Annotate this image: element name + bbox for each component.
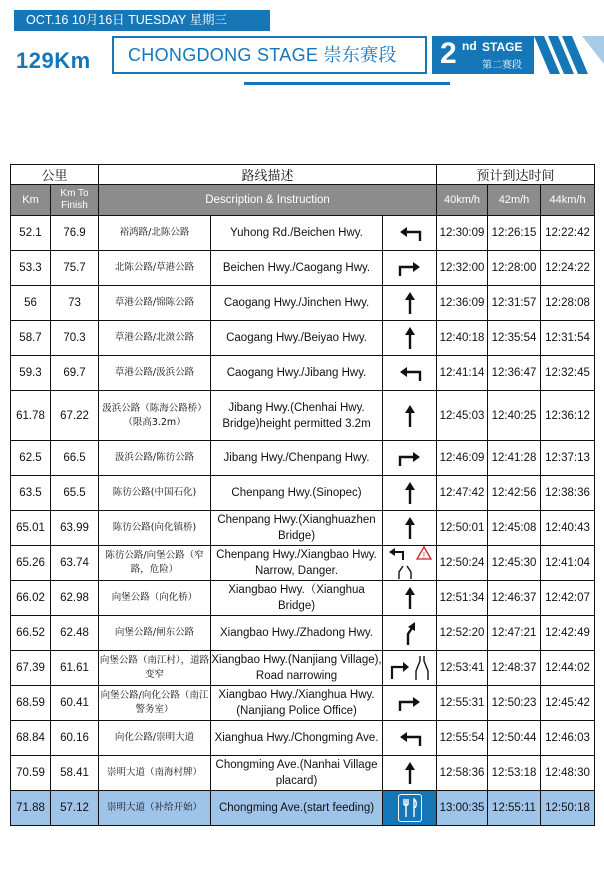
turn-right-icon (383, 251, 437, 286)
straight-icon (383, 321, 437, 356)
stripes-decoration-icon (534, 36, 604, 74)
straight-icon (383, 286, 437, 321)
table-row (11, 651, 595, 686)
km-cell: 68.84 (11, 721, 51, 756)
table-row (11, 216, 595, 251)
en-desc-cell: Chenpang Hwy./Xiangbao Hwy. Narrow, Danger. (211, 546, 383, 581)
time-44-cell: 12:37:13 (541, 441, 595, 476)
cn-desc-cell: 陈彷公路(中国石化) (99, 476, 211, 511)
straight-icon (383, 756, 437, 791)
time-44-cell: 12:32:45 (541, 356, 595, 391)
time-42-cell: 12:42:56 (488, 476, 541, 511)
table-row (11, 686, 595, 721)
cn-desc-cell: 草港公路/汲浜公路 (99, 356, 211, 391)
en-desc-cell: Xiangbao Hwy./Xianghua Hwy. (Nanjiang Police Office) (211, 686, 383, 721)
time-42-cell: 12:45:30 (488, 546, 541, 581)
km-cell: 66.52 (11, 616, 51, 651)
km-cell: 52.1 (11, 216, 51, 251)
km-group-header: 公里 (11, 165, 99, 185)
table-row (11, 791, 595, 826)
table-row (11, 476, 595, 511)
en-desc-cell: Yuhong Rd./Beichen Hwy. (211, 216, 383, 251)
en-desc-cell: Xiangbao Hwy.(Nanjiang Village), Road narrowing (211, 651, 383, 686)
stage-cn-label: 第二赛段 (482, 60, 522, 71)
time-44-cell: 12:42:49 (541, 616, 595, 651)
km-to-finish-cell: 73 (51, 286, 99, 321)
time-40-cell: 12:50:01 (437, 511, 488, 546)
time-40-cell: 12:30:09 (437, 216, 488, 251)
time-44-cell: 12:40:43 (541, 511, 595, 546)
table-row (11, 616, 595, 651)
km-to-finish-cell: 61.61 (51, 651, 99, 686)
table-row (11, 721, 595, 756)
time-42-cell: 12:50:23 (488, 686, 541, 721)
turn-right-icon (383, 686, 437, 721)
cn-desc-cell: 草港公路/北滧公路 (99, 321, 211, 356)
en-desc-cell: Chongming Ave.(start feeding) (211, 791, 383, 826)
stage-title: CHONGDONG STAGE 崇东赛段 (112, 36, 427, 74)
cn-desc-cell: 陈彷公路/向堡公路（窄路，危险） (99, 546, 211, 581)
cn-desc-cell: 陈彷公路(向化镇桥) (99, 511, 211, 546)
time-40-cell: 12:40:18 (437, 321, 488, 356)
km-to-finish-cell: 57.12 (51, 791, 99, 826)
time-42-cell: 12:48:37 (488, 651, 541, 686)
time-42-cell: 12:35:54 (488, 321, 541, 356)
time-44-cell: 12:38:36 (541, 476, 595, 511)
stage-ordinal: nd (462, 39, 477, 53)
en-desc-cell: Chenpang Hwy.(Xianghuazhen Bridge) (211, 511, 383, 546)
route-table (10, 164, 595, 826)
cn-desc-cell: 汲浜公路（陈海公路桥）（限高3.2m） (99, 391, 211, 441)
time-44-cell: 12:50:18 (541, 791, 595, 826)
km-to-finish-cell: 62.98 (51, 581, 99, 616)
time-44-cell: 12:41:04 (541, 546, 595, 581)
time-44-cell: 12:36:12 (541, 391, 595, 441)
time-40-cell: 12:47:42 (437, 476, 488, 511)
time-42-cell: 12:28:00 (488, 251, 541, 286)
eta-group-header: 预计到达时间 (437, 165, 595, 185)
time-42-cell: 12:41:28 (488, 441, 541, 476)
time-42-cell: 12:40:25 (488, 391, 541, 441)
straight-icon (383, 391, 437, 441)
km-cell: 67.39 (11, 651, 51, 686)
header-underline (244, 82, 450, 85)
km-cell: 53.3 (11, 251, 51, 286)
time-40-cell: 13:00:35 (437, 791, 488, 826)
cn-desc-cell: 草港公路/锦陈公路 (99, 286, 211, 321)
time-40-cell: 12:55:54 (437, 721, 488, 756)
table-row (11, 546, 595, 581)
en-desc-cell: Beichen Hwy./Caogang Hwy. (211, 251, 383, 286)
km-to-finish-cell: 66.5 (51, 441, 99, 476)
km-to-finish-col-header: Km To Finish (51, 185, 99, 216)
time-44-cell: 12:22:42 (541, 216, 595, 251)
km-cell: 62.5 (11, 441, 51, 476)
cn-desc-cell: 向化公路/崇明大道 (99, 721, 211, 756)
speed-42-col-header: 42m/h (488, 185, 541, 216)
table-row (11, 356, 595, 391)
km-to-finish-cell: 69.7 (51, 356, 99, 391)
table-row (11, 391, 595, 441)
right-narrow-icon (383, 651, 437, 686)
km-col-header: Km (11, 185, 51, 216)
desc-group-header: 路线描述 (99, 165, 437, 185)
km-cell: 66.02 (11, 581, 51, 616)
en-desc-cell: Xianghua Hwy./Chongming Ave. (211, 721, 383, 756)
km-to-finish-cell: 62.48 (51, 616, 99, 651)
km-cell: 58.7 (11, 321, 51, 356)
en-desc-cell: Caogang Hwy./Jibang Hwy. (211, 356, 383, 391)
time-40-cell: 12:50:24 (437, 546, 488, 581)
time-40-cell: 12:52:20 (437, 616, 488, 651)
straight-icon (383, 581, 437, 616)
time-40-cell: 12:53:41 (437, 651, 488, 686)
time-44-cell: 12:46:03 (541, 721, 595, 756)
km-to-finish-cell: 65.5 (51, 476, 99, 511)
time-42-cell: 12:45:08 (488, 511, 541, 546)
time-40-cell: 12:55:31 (437, 686, 488, 721)
straight-icon (383, 511, 437, 546)
cn-desc-cell: 北陈公路/草港公路 (99, 251, 211, 286)
time-40-cell: 12:36:09 (437, 286, 488, 321)
speed-40-col-header: 40km/h (437, 185, 488, 216)
en-desc-cell: Chenpang Hwy.(Sinopec) (211, 476, 383, 511)
cn-desc-cell: 向堡公路/向化公路（南江警务室） (99, 686, 211, 721)
turn-right-icon (383, 441, 437, 476)
table-row (11, 251, 595, 286)
km-cell: 56 (11, 286, 51, 321)
km-cell: 65.01 (11, 511, 51, 546)
time-40-cell: 12:45:03 (437, 391, 488, 441)
time-42-cell: 12:47:21 (488, 616, 541, 651)
km-cell: 70.59 (11, 756, 51, 791)
time-44-cell: 12:42:07 (541, 581, 595, 616)
km-to-finish-cell: 63.99 (51, 511, 99, 546)
time-44-cell: 12:31:54 (541, 321, 595, 356)
turn-left-icon (383, 721, 437, 756)
cn-desc-cell: 向堡公路/闸东公路 (99, 616, 211, 651)
table-row (11, 286, 595, 321)
bear-right-icon (383, 616, 437, 651)
straight-icon (383, 476, 437, 511)
en-desc-cell: Xiangbao Hwy./Zhadong Hwy. (211, 616, 383, 651)
stage-badge (432, 36, 534, 74)
table-row (11, 581, 595, 616)
en-desc-cell: Jibang Hwy.(Chenhai Hwy. Bridge)height permitted 3.2m (211, 391, 383, 441)
km-to-finish-cell: 75.7 (51, 251, 99, 286)
stage-distance: 129Km (16, 48, 91, 73)
cn-desc-cell: 裕鸿路/北陈公路 (99, 216, 211, 251)
time-40-cell: 12:46:09 (437, 441, 488, 476)
cn-desc-cell: 向堡公路（南江村），道路变窄 (99, 651, 211, 686)
table-row (11, 441, 595, 476)
time-44-cell: 12:28:08 (541, 286, 595, 321)
cn-desc-cell: 崇明大道（南海村牌） (99, 756, 211, 791)
speed-44-col-header: 44km/h (541, 185, 595, 216)
time-44-cell: 12:48:30 (541, 756, 595, 791)
stage-word: STAGE (482, 40, 523, 54)
cn-desc-cell: 崇明大道（补给开始） (99, 791, 211, 826)
km-cell: 71.88 (11, 791, 51, 826)
km-to-finish-cell: 58.41 (51, 756, 99, 791)
feed-icon (383, 791, 437, 826)
en-desc-cell: Chongming Ave.(Nanhai Village placard) (211, 756, 383, 791)
km-cell: 63.5 (11, 476, 51, 511)
time-42-cell: 12:26:15 (488, 216, 541, 251)
km-to-finish-cell: 63.74 (51, 546, 99, 581)
svg-text:!: ! (422, 551, 425, 560)
cn-desc-cell: 向堡公路（向化桥） (99, 581, 211, 616)
km-to-finish-cell: 70.3 (51, 321, 99, 356)
turn-left-icon (383, 356, 437, 391)
time-42-cell: 12:50:44 (488, 721, 541, 756)
en-desc-cell: Caogang Hwy./Jinchen Hwy. (211, 286, 383, 321)
km-cell: 59.3 (11, 356, 51, 391)
km-cell: 65.26 (11, 546, 51, 581)
en-desc-cell: Caogang Hwy./Beiyao Hwy. (211, 321, 383, 356)
cn-desc-cell: 汲浜公路/陈彷公路 (99, 441, 211, 476)
stage-number: 2 (440, 37, 457, 70)
km-cell: 61.78 (11, 391, 51, 441)
turn-left-icon (383, 216, 437, 251)
km-to-finish-cell: 76.9 (51, 216, 99, 251)
en-desc-cell: Jibang Hwy./Chenpang Hwy. (211, 441, 383, 476)
desc-col-header: Description & Instruction (99, 185, 437, 216)
time-42-cell: 12:53:18 (488, 756, 541, 791)
table-row (11, 511, 595, 546)
en-desc-cell: Xiangbao Hwy.（Xianghua Bridge) (211, 581, 383, 616)
time-40-cell: 12:51:34 (437, 581, 488, 616)
km-to-finish-cell: 60.41 (51, 686, 99, 721)
time-44-cell: 12:24:22 (541, 251, 595, 286)
time-40-cell: 12:41:14 (437, 356, 488, 391)
time-42-cell: 12:36:47 (488, 356, 541, 391)
left-narrow-danger-icon (383, 546, 437, 581)
km-to-finish-cell: 60.16 (51, 721, 99, 756)
time-44-cell: 12:45:42 (541, 686, 595, 721)
table-row (11, 321, 595, 356)
time-40-cell: 12:58:36 (437, 756, 488, 791)
date-banner: OCT.16 10月16日 TUESDAY 星期三 (14, 10, 270, 31)
km-to-finish-cell: 67.22 (51, 391, 99, 441)
km-cell: 68.59 (11, 686, 51, 721)
time-44-cell: 12:44:02 (541, 651, 595, 686)
time-42-cell: 12:46:37 (488, 581, 541, 616)
time-42-cell: 12:31:57 (488, 286, 541, 321)
time-40-cell: 12:32:00 (437, 251, 488, 286)
time-42-cell: 12:55:11 (488, 791, 541, 826)
table-row (11, 756, 595, 791)
